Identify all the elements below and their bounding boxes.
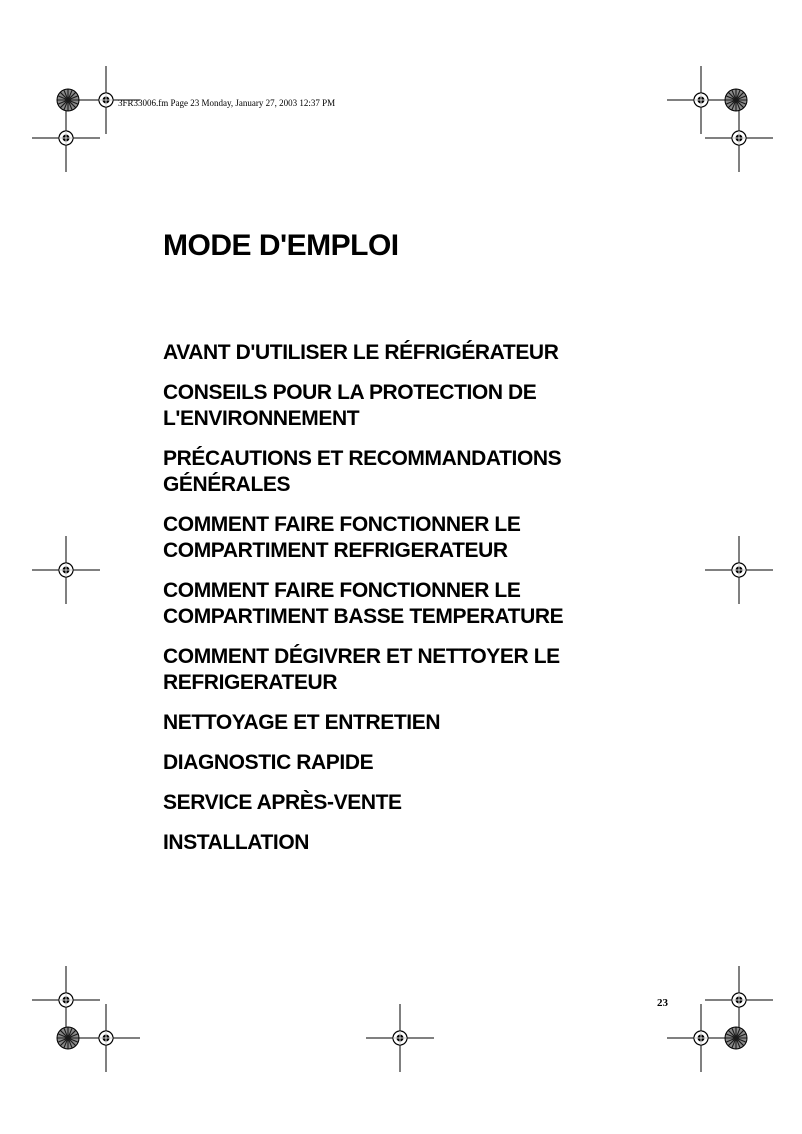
toc-item-service-apres-vente: SERVICE APRÈS-VENTE xyxy=(163,791,402,814)
registration-mark-icon xyxy=(366,1004,434,1072)
toc-item-degivrer-nettoyer: COMMENT DÉGIVRER ET NETTOYER LE REFRIGERATEUR xyxy=(163,645,560,694)
color-wheel-icon xyxy=(724,1026,748,1050)
registration-mark-icon xyxy=(705,104,773,172)
color-wheel-icon xyxy=(56,1026,80,1050)
toc-item-compartiment-basse-temperature: COMMENT FAIRE FONCTIONNER LE COMPARTIMENT BASSE TEMPERATURE xyxy=(163,579,564,628)
toc-item-conseils-protection: CONSEILS POUR LA PROTECTION DE L'ENVIRONNEMENT xyxy=(163,381,537,430)
file-info-header: 3FR33006.fm Page 23 Monday, January 27, 2003 12:37 PM xyxy=(118,98,336,108)
toc-item-installation: INSTALLATION xyxy=(163,831,310,854)
registration-mark-icon xyxy=(32,104,100,172)
toc-item-diagnostic-rapide: DIAGNOSTIC RAPIDE xyxy=(163,751,374,774)
page-title: MODE D'EMPLOI xyxy=(163,229,399,262)
toc-item-precautions: PRÉCAUTIONS ET RECOMMANDATIONS GÉNÉRALES xyxy=(163,447,562,496)
page-number: 23 xyxy=(657,997,668,1009)
color-wheel-icon xyxy=(56,88,80,112)
color-wheel-icon xyxy=(724,88,748,112)
toc-item-avant-utiliser: AVANT D'UTILISER LE RÉFRIGÉRATEUR xyxy=(163,341,559,364)
toc-item-compartiment-refrigerateur: COMMENT FAIRE FONCTIONNER LE COMPARTIMENT REFRIGERATEUR xyxy=(163,513,521,562)
registration-mark-icon xyxy=(32,536,100,604)
registration-mark-icon xyxy=(705,536,773,604)
toc-item-nettoyage-entretien: NETTOYAGE ET ENTRETIEN xyxy=(163,711,441,734)
registration-mark-icon xyxy=(72,1004,140,1072)
table-of-contents xyxy=(163,340,683,856)
